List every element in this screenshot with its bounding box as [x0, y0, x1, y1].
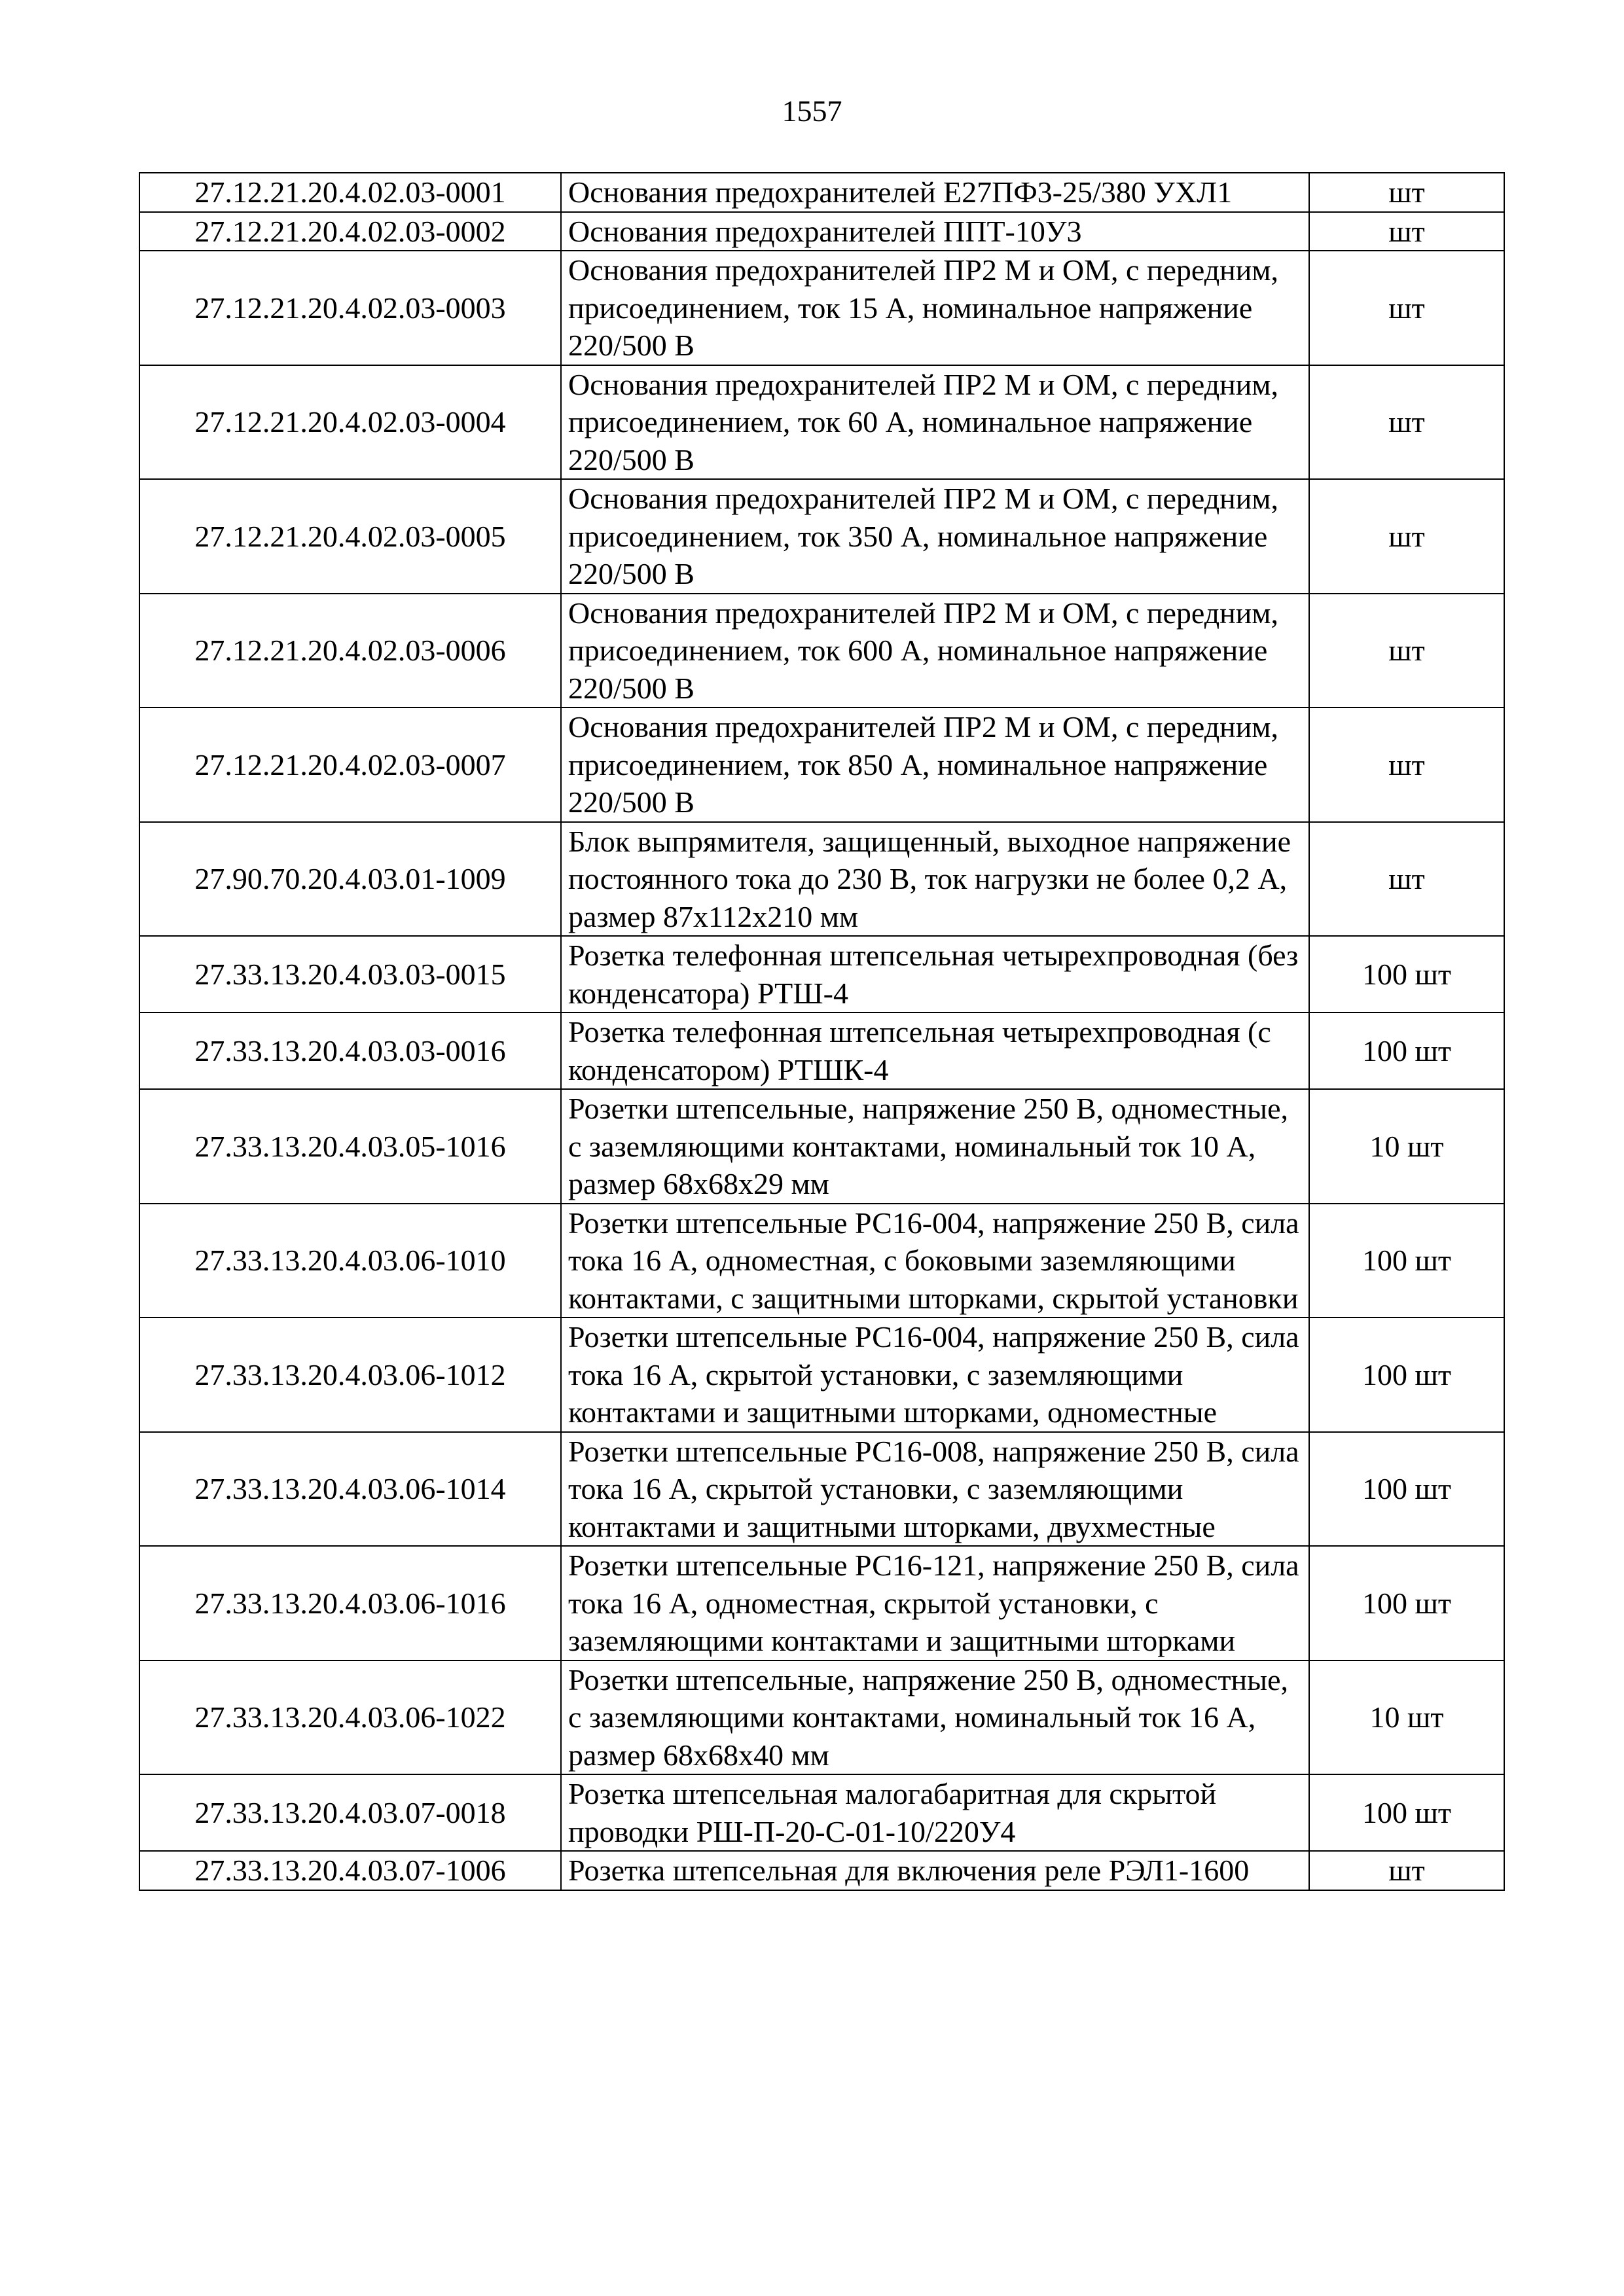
table-row	[139, 936, 1504, 1013]
resource-unit-cell: 100 шт	[1309, 936, 1504, 1013]
resource-name-cell: Основания предохранителей ПР2 М и ОМ, с передним, присоединением, ток 15 А, номинальное напряжение 220/500 В	[561, 251, 1309, 365]
resource-code-cell: 27.12.21.20.4.02.03-0004	[139, 365, 561, 480]
resource-table	[139, 172, 1505, 1891]
resource-unit-cell: 100 шт	[1309, 1546, 1504, 1660]
table-row	[139, 708, 1504, 822]
resource-name-cell: Основания предохранителей ПР2 М и ОМ, с передним, присоединением, ток 350 А, номинальное напряжение 220/500 В	[561, 479, 1309, 594]
resource-name-cell: Основания предохранителей ПР2 М и ОМ, с передним, присоединением, ток 60 А, номинальное напряжение 220/500 В	[561, 365, 1309, 480]
resource-code-cell: 27.12.21.20.4.02.03-0002	[139, 212, 561, 251]
resource-name-cell: Розетка штепсельная малогабаритная для скрытой проводки РШ-П-20-С-01-10/220У4	[561, 1774, 1309, 1851]
resource-code-cell: 27.12.21.20.4.02.03-0005	[139, 479, 561, 594]
resource-unit-cell: шт	[1309, 251, 1504, 365]
resource-unit-cell: шт	[1309, 594, 1504, 708]
page-number: 1557	[782, 94, 842, 128]
resource-code-cell: 27.12.21.20.4.02.03-0006	[139, 594, 561, 708]
resource-unit-cell: шт	[1309, 479, 1504, 594]
resource-code-cell: 27.33.13.20.4.03.05-1016	[139, 1089, 561, 1204]
resource-name-cell: Розетки штепсельные РС16-004, напряжение 250 В, сила тока 16 А, одноместная, с боковыми заземляющими контактами, с защитными шторками, скрытой установки	[561, 1204, 1309, 1318]
resource-unit-cell: 10 шт	[1309, 1089, 1504, 1204]
resource-name-cell: Розетка телефонная штепсельная четырехпроводная (с конденсатором) РТШК-4	[561, 1013, 1309, 1089]
resource-name-cell: Розетки штепсельные РС16-004, напряжение 250 В, сила тока 16 А, скрытой установки, с заземляющими контактами и защитными шторками, одноместные	[561, 1318, 1309, 1432]
table-row	[139, 1660, 1504, 1775]
resource-name-cell: Розетки штепсельные РС16-008, напряжение 250 В, сила тока 16 А, скрытой установки, с заземляющими контактами и защитными шторками, двухместные	[561, 1432, 1309, 1547]
table-row	[139, 1089, 1504, 1204]
table-row	[139, 251, 1504, 365]
table-row	[139, 594, 1504, 708]
resource-code-cell: 27.33.13.20.4.03.03-0015	[139, 936, 561, 1013]
table-row	[139, 1546, 1504, 1660]
resource-name-cell: Основания предохранителей ППТ-10У3	[561, 212, 1309, 251]
resource-unit-cell: шт	[1309, 822, 1504, 937]
table-row	[139, 479, 1504, 594]
resource-unit-cell: 100 шт	[1309, 1013, 1504, 1089]
resource-unit-cell: шт	[1309, 212, 1504, 251]
resource-code-cell: 27.12.21.20.4.02.03-0001	[139, 173, 561, 212]
resource-unit-cell: 100 шт	[1309, 1318, 1504, 1432]
resource-unit-cell: 100 шт	[1309, 1432, 1504, 1547]
resource-unit-cell: 100 шт	[1309, 1204, 1504, 1318]
resource-code-cell: 27.33.13.20.4.03.06-1012	[139, 1318, 561, 1432]
table-body	[139, 173, 1504, 1890]
table-row	[139, 1774, 1504, 1851]
resource-code-cell: 27.90.70.20.4.03.01-1009	[139, 822, 561, 937]
table-row	[139, 1851, 1504, 1890]
table-row	[139, 822, 1504, 937]
resource-code-cell: 27.33.13.20.4.03.03-0016	[139, 1013, 561, 1089]
resource-code-cell: 27.12.21.20.4.02.03-0007	[139, 708, 561, 822]
resource-name-cell: Розетка телефонная штепсельная четырехпроводная (без конденсатора) РТШ-4	[561, 936, 1309, 1013]
resource-name-cell: Розетка штепсельная для включения реле РЭЛ1-1600	[561, 1851, 1309, 1890]
resource-unit-cell: шт	[1309, 173, 1504, 212]
resource-unit-cell: шт	[1309, 708, 1504, 822]
resource-code-cell: 27.33.13.20.4.03.06-1010	[139, 1204, 561, 1318]
resource-code-cell: 27.12.21.20.4.02.03-0003	[139, 251, 561, 365]
resource-unit-cell: 10 шт	[1309, 1660, 1504, 1775]
resource-name-cell: Основания предохранителей Е27ПФ3-25/380 УХЛ1	[561, 173, 1309, 212]
resource-code-cell: 27.33.13.20.4.03.06-1016	[139, 1546, 561, 1660]
table-row	[139, 1013, 1504, 1089]
resource-code-cell: 27.33.13.20.4.03.07-0018	[139, 1774, 561, 1851]
resource-name-cell: Розетки штепсельные, напряжение 250 В, одноместные, с заземляющими контактами, номинальный ток 10 А, размер 68х68х29 мм	[561, 1089, 1309, 1204]
resource-code-cell: 27.33.13.20.4.03.07-1006	[139, 1851, 561, 1890]
resource-name-cell: Основания предохранителей ПР2 М и ОМ, с передним, присоединением, ток 850 А, номинальное напряжение 220/500 В	[561, 708, 1309, 822]
table-row	[139, 1204, 1504, 1318]
resource-name-cell: Розетки штепсельные, напряжение 250 В, одноместные, с заземляющими контактами, номинальный ток 16 А, размер 68х68х40 мм	[561, 1660, 1309, 1775]
resource-unit-cell: шт	[1309, 365, 1504, 480]
resource-name-cell: Блок выпрямителя, защищенный, выходное напряжение постоянного тока до 230 В, ток нагрузки не более 0,2 А, размер 87х112х210 мм	[561, 822, 1309, 937]
resource-code-cell: 27.33.13.20.4.03.06-1022	[139, 1660, 561, 1775]
table-row	[139, 212, 1504, 251]
table-row	[139, 173, 1504, 212]
resource-code-cell: 27.33.13.20.4.03.06-1014	[139, 1432, 561, 1547]
table-row	[139, 365, 1504, 480]
table-row	[139, 1432, 1504, 1547]
table-row	[139, 1318, 1504, 1432]
resource-unit-cell: шт	[1309, 1851, 1504, 1890]
resource-name-cell: Основания предохранителей ПР2 М и ОМ, с передним, присоединением, ток 600 А, номинальное напряжение 220/500 В	[561, 594, 1309, 708]
resource-name-cell: Розетки штепсельные РС16-121, напряжение 250 В, сила тока 16 А, одноместная, скрытой установки, с заземляющими контактами и защитными шторками	[561, 1546, 1309, 1660]
resource-unit-cell: 100 шт	[1309, 1774, 1504, 1851]
